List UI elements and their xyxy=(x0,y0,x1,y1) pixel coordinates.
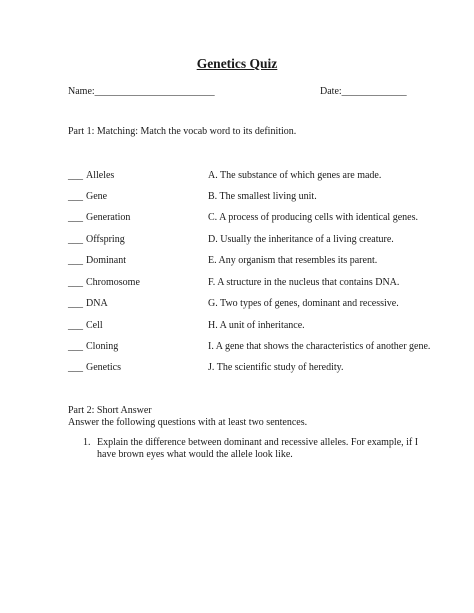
part2-heading: Part 2: Short Answer xyxy=(68,405,152,416)
vocab-term: Cell xyxy=(86,320,103,331)
vocab-term: Cloning xyxy=(86,341,119,352)
question-number: 1. xyxy=(83,437,91,448)
vocab-term: Chromosome xyxy=(86,277,140,288)
answer-blank[interactable]: ___ xyxy=(68,277,83,288)
definition: J. The scientific study of heredity. xyxy=(208,362,344,373)
name-blank[interactable]: ________________________ xyxy=(94,86,215,97)
definition: D. Usually the inheritance of a living creature. xyxy=(208,234,394,245)
vocab-term: Genetics xyxy=(86,362,121,373)
definition: C. A process of producing cells with identical genes. xyxy=(208,212,418,223)
vocab-term: DNA xyxy=(86,298,108,309)
definition: G. Two types of genes, dominant and recessive. xyxy=(208,298,399,309)
answer-blank[interactable]: ___ xyxy=(68,234,83,245)
vocab-term: Alleles xyxy=(86,170,115,181)
definition: A. The substance of which genes are made. xyxy=(208,170,382,181)
answer-blank[interactable]: ___ xyxy=(68,362,83,373)
matching-row xyxy=(0,170,474,184)
name-label: Name: xyxy=(68,86,95,97)
matching-row xyxy=(0,362,474,376)
name-field[interactable] xyxy=(68,86,215,97)
answer-blank[interactable]: ___ xyxy=(68,298,83,309)
short-answer-question xyxy=(68,437,428,461)
matching-row xyxy=(0,298,474,312)
answer-blank[interactable]: ___ xyxy=(68,320,83,331)
question-text: Explain the difference between dominant and recessive alleles. For example, if I have brown eyes what would the allele look like. xyxy=(97,437,419,460)
matching-row xyxy=(0,320,474,334)
vocab-term: Gene xyxy=(86,191,108,202)
part2-instructions: Answer the following questions with at least two sentences. xyxy=(68,417,308,428)
definition: F. A structure in the nucleus that contains DNA. xyxy=(208,277,400,288)
matching-row xyxy=(0,277,474,291)
answer-blank[interactable]: ___ xyxy=(68,191,83,202)
answer-blank[interactable]: ___ xyxy=(68,212,83,223)
part1-heading: Part 1: Matching: Match the vocab word to its definition. xyxy=(68,126,297,137)
vocab-term: Offspring xyxy=(86,234,125,245)
matching-row xyxy=(0,191,474,205)
matching-row xyxy=(0,212,474,226)
definition: H. A unit of inheritance. xyxy=(208,320,305,331)
answer-blank[interactable]: ___ xyxy=(68,255,83,266)
matching-row xyxy=(0,341,474,355)
definition: I. A gene that shows the characteristics of another gene. xyxy=(208,341,431,352)
definition: E. Any organism that resembles its parent. xyxy=(208,255,378,266)
vocab-term: Generation xyxy=(86,212,131,223)
matching-row xyxy=(0,234,474,248)
vocab-term: Dominant xyxy=(86,255,126,266)
date-blank[interactable]: _____________ xyxy=(341,86,407,97)
date-label: Date: xyxy=(320,86,342,97)
date-field[interactable] xyxy=(320,86,407,97)
page-title: Genetics Quiz xyxy=(196,56,278,71)
matching-row xyxy=(0,255,474,269)
definition: B. The smallest living unit. xyxy=(208,191,317,202)
answer-blank[interactable]: ___ xyxy=(68,341,83,352)
answer-blank[interactable]: ___ xyxy=(68,170,83,181)
